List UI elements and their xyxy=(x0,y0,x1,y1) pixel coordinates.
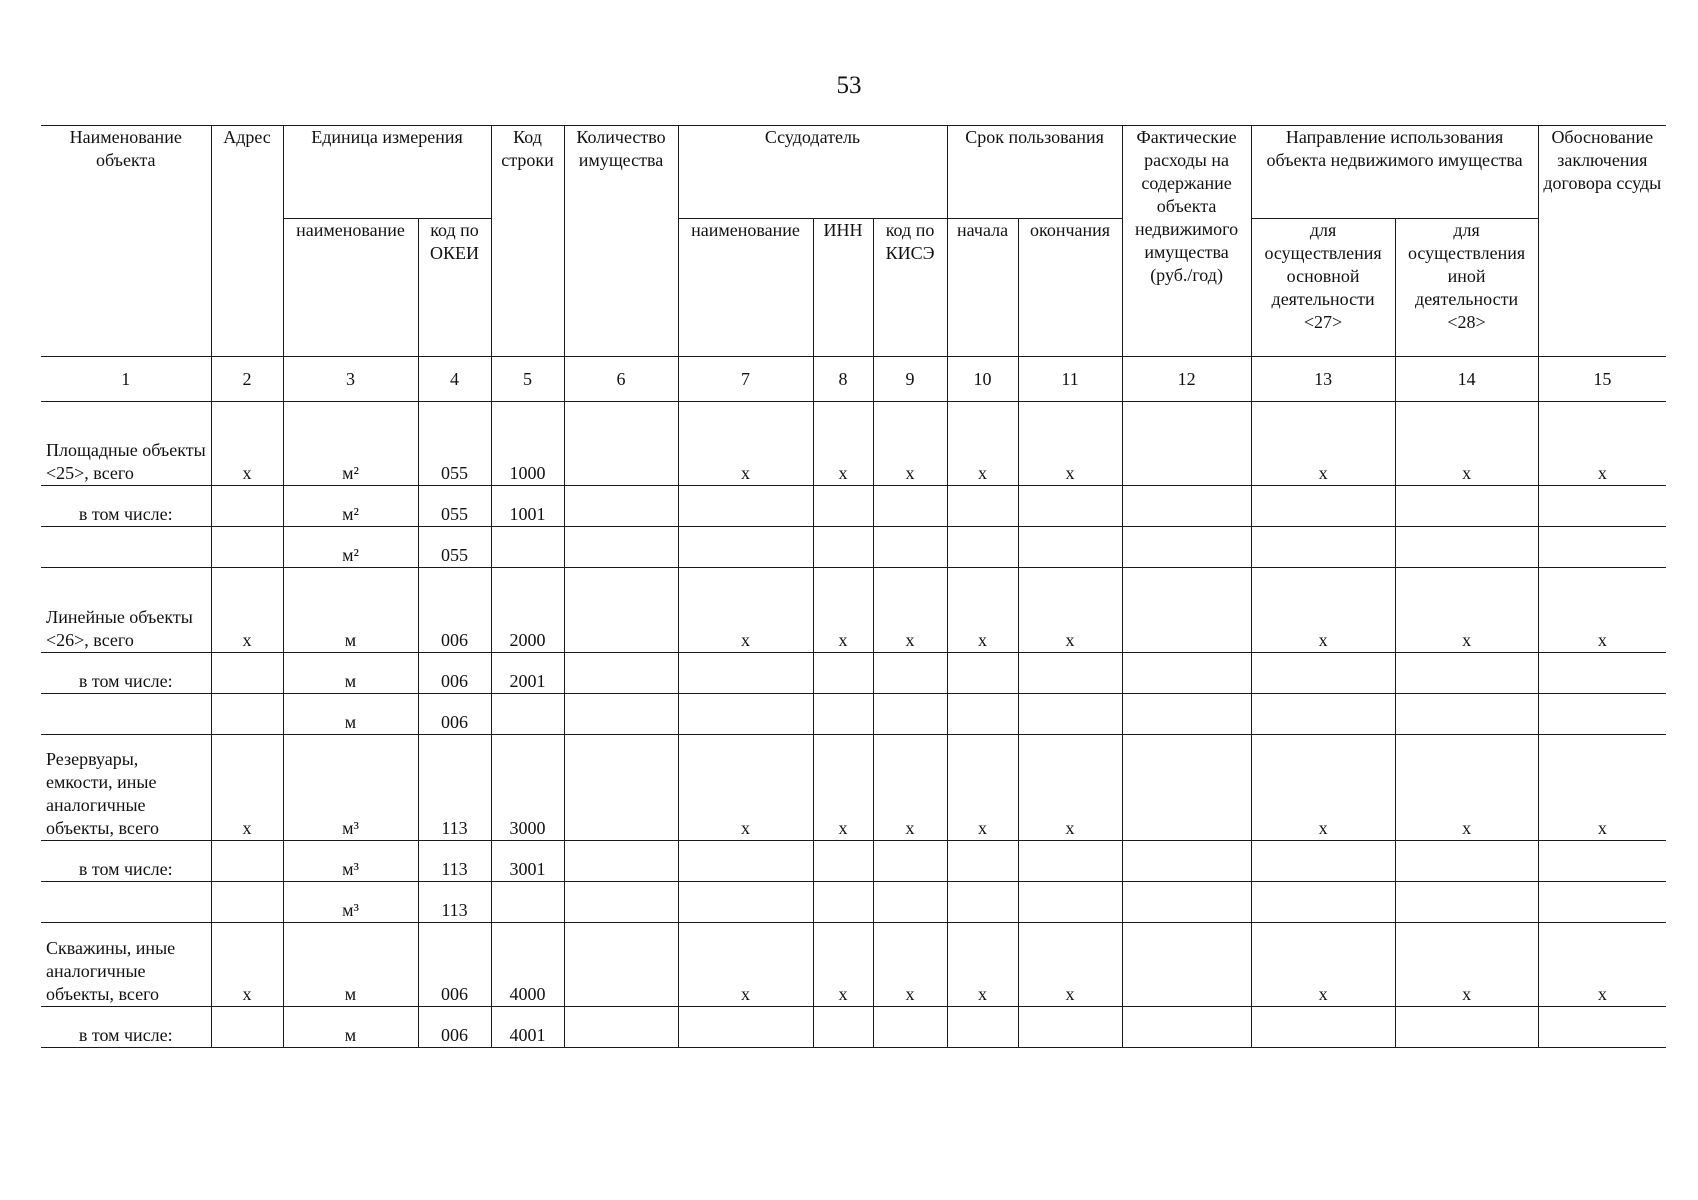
cell-col-8: х xyxy=(813,923,873,1007)
cell-col-12 xyxy=(1122,841,1251,882)
cell-col-2: х xyxy=(211,568,283,653)
cell-col-4: 006 xyxy=(418,923,491,1007)
header-justification: Обоснование заключения договора ссуды xyxy=(1538,126,1666,357)
header-object-name: Наименование объекта xyxy=(41,126,211,357)
cell-col-3: м² xyxy=(283,527,418,568)
column-number-7: 7 xyxy=(678,357,813,402)
cell-col-4: 113 xyxy=(418,735,491,841)
cell-col-2 xyxy=(211,1007,283,1048)
header-quantity: Количество имущества xyxy=(564,126,678,357)
cell-col-12 xyxy=(1122,527,1251,568)
cell-col-11 xyxy=(1018,882,1122,923)
header-lender-kise: код по КИСЭ xyxy=(873,219,947,357)
column-number-row xyxy=(41,357,1666,402)
cell-col-7 xyxy=(678,841,813,882)
cell-col-9 xyxy=(873,694,947,735)
cell-col-9: х xyxy=(873,568,947,653)
cell-col-5: 3001 xyxy=(491,841,564,882)
cell-col-4: 055 xyxy=(418,486,491,527)
cell-col-9 xyxy=(873,527,947,568)
table-row-total xyxy=(41,923,1666,1007)
cell-col-13 xyxy=(1251,882,1395,923)
cell-col-4: 006 xyxy=(418,568,491,653)
cell-col-13: х xyxy=(1251,923,1395,1007)
cell-col-13 xyxy=(1251,694,1395,735)
cell-col-15 xyxy=(1538,486,1666,527)
cell-col-12 xyxy=(1122,923,1251,1007)
table-row-sub xyxy=(41,653,1666,694)
cell-col-14 xyxy=(1395,486,1538,527)
cell-col-4: 113 xyxy=(418,882,491,923)
header-line-code: Код строки xyxy=(491,126,564,357)
cell-col-2 xyxy=(211,694,283,735)
cell-col-7 xyxy=(678,694,813,735)
cell-col-15: х xyxy=(1538,923,1666,1007)
object-name-cell: Линейные объекты <26>, всего xyxy=(41,568,211,653)
cell-col-9 xyxy=(873,1007,947,1048)
column-number-11: 11 xyxy=(1018,357,1122,402)
cell-col-15 xyxy=(1538,882,1666,923)
cell-col-12 xyxy=(1122,653,1251,694)
cell-col-3: м xyxy=(283,923,418,1007)
cell-col-8 xyxy=(813,841,873,882)
cell-col-2: х xyxy=(211,402,283,486)
cell-col-14 xyxy=(1395,1007,1538,1048)
cell-col-10 xyxy=(947,1007,1018,1048)
cell-col-6 xyxy=(564,735,678,841)
cell-col-3: м xyxy=(283,568,418,653)
cell-col-2 xyxy=(211,486,283,527)
object-name-cell: в том числе: xyxy=(41,486,211,527)
cell-col-13 xyxy=(1251,486,1395,527)
table-header xyxy=(41,126,1666,402)
object-name-cell: Резервуары, емкости, иные аналогичные объекты, всего xyxy=(41,735,211,841)
cell-col-13: х xyxy=(1251,568,1395,653)
column-number-1: 1 xyxy=(41,357,211,402)
column-number-14: 14 xyxy=(1395,357,1538,402)
cell-col-15 xyxy=(1538,527,1666,568)
cell-col-11: х xyxy=(1018,923,1122,1007)
cell-col-4: 006 xyxy=(418,694,491,735)
cell-col-9 xyxy=(873,486,947,527)
cell-col-8 xyxy=(813,694,873,735)
cell-col-12 xyxy=(1122,694,1251,735)
cell-col-11: х xyxy=(1018,568,1122,653)
cell-col-4: 006 xyxy=(418,1007,491,1048)
column-number-6: 6 xyxy=(564,357,678,402)
cell-col-7 xyxy=(678,882,813,923)
header-row-sub xyxy=(41,219,1666,357)
cell-col-2: х xyxy=(211,923,283,1007)
cell-col-12 xyxy=(1122,486,1251,527)
object-name-cell xyxy=(41,527,211,568)
cell-col-7 xyxy=(678,486,813,527)
cell-col-7: х xyxy=(678,568,813,653)
cell-col-13 xyxy=(1251,527,1395,568)
cell-col-13: х xyxy=(1251,735,1395,841)
table-row-total xyxy=(41,568,1666,653)
cell-col-3: м² xyxy=(283,402,418,486)
cell-col-4: 113 xyxy=(418,841,491,882)
cell-col-2 xyxy=(211,653,283,694)
cell-col-12 xyxy=(1122,882,1251,923)
header-term-end: окончания xyxy=(1018,219,1122,357)
cell-col-7: х xyxy=(678,923,813,1007)
cell-col-10: х xyxy=(947,923,1018,1007)
cell-col-8 xyxy=(813,486,873,527)
cell-col-8 xyxy=(813,1007,873,1048)
object-name-cell xyxy=(41,694,211,735)
cell-col-6 xyxy=(564,402,678,486)
table-row-total xyxy=(41,735,1666,841)
cell-col-11 xyxy=(1018,694,1122,735)
cell-col-3: м xyxy=(283,653,418,694)
table-row-blank xyxy=(41,694,1666,735)
cell-col-6 xyxy=(564,568,678,653)
object-name-cell: Площадные объекты <25>, всего xyxy=(41,402,211,486)
cell-col-5: 2001 xyxy=(491,653,564,694)
cell-col-10 xyxy=(947,527,1018,568)
header-unit-okei: код по ОКЕИ xyxy=(418,219,491,357)
cell-col-11 xyxy=(1018,486,1122,527)
header-unit: Единица измерения xyxy=(283,126,491,219)
column-number-4: 4 xyxy=(418,357,491,402)
cell-col-14 xyxy=(1395,694,1538,735)
cell-col-10: х xyxy=(947,735,1018,841)
table-row-sub xyxy=(41,841,1666,882)
header-unit-name: наименование xyxy=(283,219,418,357)
cell-col-5 xyxy=(491,882,564,923)
cell-col-11 xyxy=(1018,841,1122,882)
cell-col-13 xyxy=(1251,841,1395,882)
cell-col-10 xyxy=(947,653,1018,694)
object-name-cell: Скважины, иные аналогичные объекты, всего xyxy=(41,923,211,1007)
cell-col-5: 2000 xyxy=(491,568,564,653)
column-number-13: 13 xyxy=(1251,357,1395,402)
cell-col-15: х xyxy=(1538,402,1666,486)
cell-col-6 xyxy=(564,841,678,882)
cell-col-14: х xyxy=(1395,402,1538,486)
object-name-cell: в том числе: xyxy=(41,841,211,882)
cell-col-5 xyxy=(491,694,564,735)
cell-col-7: х xyxy=(678,402,813,486)
cell-col-10 xyxy=(947,882,1018,923)
cell-col-15: х xyxy=(1538,735,1666,841)
cell-col-15 xyxy=(1538,694,1666,735)
column-number-8: 8 xyxy=(813,357,873,402)
table-row-sub xyxy=(41,1007,1666,1048)
cell-col-7 xyxy=(678,1007,813,1048)
header-term: Срок пользования xyxy=(947,126,1122,219)
column-number-12: 12 xyxy=(1122,357,1251,402)
table-row-sub xyxy=(41,486,1666,527)
cell-col-8 xyxy=(813,527,873,568)
header-row-top xyxy=(41,126,1666,219)
header-lender-name: наименование xyxy=(678,219,813,357)
header-usage-main: для осуществления основной деятельности <27> xyxy=(1251,219,1395,357)
column-number-9: 9 xyxy=(873,357,947,402)
cell-col-5: 1001 xyxy=(491,486,564,527)
page-number: 53 xyxy=(836,72,862,99)
header-usage-other: для осуществления иной деятельности <28> xyxy=(1395,219,1538,357)
cell-col-3: м³ xyxy=(283,841,418,882)
cell-col-12 xyxy=(1122,1007,1251,1048)
cell-col-13 xyxy=(1251,1007,1395,1048)
cell-col-4: 006 xyxy=(418,653,491,694)
table-body xyxy=(41,402,1666,1048)
object-name-cell xyxy=(41,882,211,923)
column-number-10: 10 xyxy=(947,357,1018,402)
cell-col-14 xyxy=(1395,841,1538,882)
cell-col-8 xyxy=(813,882,873,923)
cell-col-4: 055 xyxy=(418,527,491,568)
cell-col-2 xyxy=(211,841,283,882)
object-name-cell: в том числе: xyxy=(41,653,211,694)
cell-col-2 xyxy=(211,882,283,923)
cell-col-7 xyxy=(678,653,813,694)
column-number-15: 15 xyxy=(1538,357,1666,402)
cell-col-15: х xyxy=(1538,568,1666,653)
cell-col-8: х xyxy=(813,735,873,841)
cell-col-8: х xyxy=(813,402,873,486)
cell-col-3: м³ xyxy=(283,882,418,923)
cell-col-11 xyxy=(1018,1007,1122,1048)
cell-col-14: х xyxy=(1395,923,1538,1007)
cell-col-7 xyxy=(678,527,813,568)
cell-col-6 xyxy=(564,486,678,527)
cell-col-5: 4000 xyxy=(491,923,564,1007)
cell-col-2 xyxy=(211,527,283,568)
table-row-total xyxy=(41,402,1666,486)
cell-col-15 xyxy=(1538,841,1666,882)
cell-col-14: х xyxy=(1395,735,1538,841)
cell-col-14 xyxy=(1395,882,1538,923)
cell-col-12 xyxy=(1122,568,1251,653)
cell-col-8: х xyxy=(813,568,873,653)
column-number-2: 2 xyxy=(211,357,283,402)
table-row-blank xyxy=(41,882,1666,923)
cell-col-2: х xyxy=(211,735,283,841)
table-row-blank xyxy=(41,527,1666,568)
cell-col-10 xyxy=(947,841,1018,882)
cell-col-7: х xyxy=(678,735,813,841)
cell-col-6 xyxy=(564,882,678,923)
cell-col-9: х xyxy=(873,735,947,841)
cell-col-6 xyxy=(564,1007,678,1048)
header-address: Адрес xyxy=(211,126,283,357)
cell-col-12 xyxy=(1122,402,1251,486)
cell-col-15 xyxy=(1538,1007,1666,1048)
cell-col-3: м xyxy=(283,1007,418,1048)
cell-col-9 xyxy=(873,653,947,694)
cell-col-11 xyxy=(1018,653,1122,694)
cell-col-5: 3000 xyxy=(491,735,564,841)
cell-col-6 xyxy=(564,653,678,694)
cell-col-9 xyxy=(873,882,947,923)
cell-col-13: х xyxy=(1251,402,1395,486)
cell-col-11 xyxy=(1018,527,1122,568)
cell-col-4: 055 xyxy=(418,402,491,486)
cell-col-14 xyxy=(1395,653,1538,694)
header-usage: Направление использования объекта недвижимого имущества xyxy=(1251,126,1538,219)
cell-col-6 xyxy=(564,527,678,568)
header-lender-inn: ИНН xyxy=(813,219,873,357)
cell-col-5 xyxy=(491,527,564,568)
column-number-3: 3 xyxy=(283,357,418,402)
cell-col-10: х xyxy=(947,568,1018,653)
cell-col-11: х xyxy=(1018,402,1122,486)
cell-col-14: х xyxy=(1395,568,1538,653)
cell-col-10: х xyxy=(947,402,1018,486)
cell-col-3: м³ xyxy=(283,735,418,841)
header-lender: Ссудодатель xyxy=(678,126,947,219)
cell-col-10 xyxy=(947,486,1018,527)
cell-col-3: м² xyxy=(283,486,418,527)
cell-col-6 xyxy=(564,923,678,1007)
header-term-start: начала xyxy=(947,219,1018,357)
object-name-cell: в том числе: xyxy=(41,1007,211,1048)
cell-col-10 xyxy=(947,694,1018,735)
column-number-5: 5 xyxy=(491,357,564,402)
cell-col-3: м xyxy=(283,694,418,735)
cell-col-11: х xyxy=(1018,735,1122,841)
cell-col-13 xyxy=(1251,653,1395,694)
cell-col-5: 1000 xyxy=(491,402,564,486)
cell-col-12 xyxy=(1122,735,1251,841)
property-loan-table xyxy=(41,125,1666,1048)
cell-col-6 xyxy=(564,694,678,735)
cell-col-9: х xyxy=(873,923,947,1007)
header-expenses: Фактические расходы на содержание объекта недвижимого имущества (руб./год) xyxy=(1122,126,1251,357)
cell-col-9 xyxy=(873,841,947,882)
cell-col-14 xyxy=(1395,527,1538,568)
cell-col-15 xyxy=(1538,653,1666,694)
cell-col-8 xyxy=(813,653,873,694)
cell-col-5: 4001 xyxy=(491,1007,564,1048)
cell-col-9: х xyxy=(873,402,947,486)
